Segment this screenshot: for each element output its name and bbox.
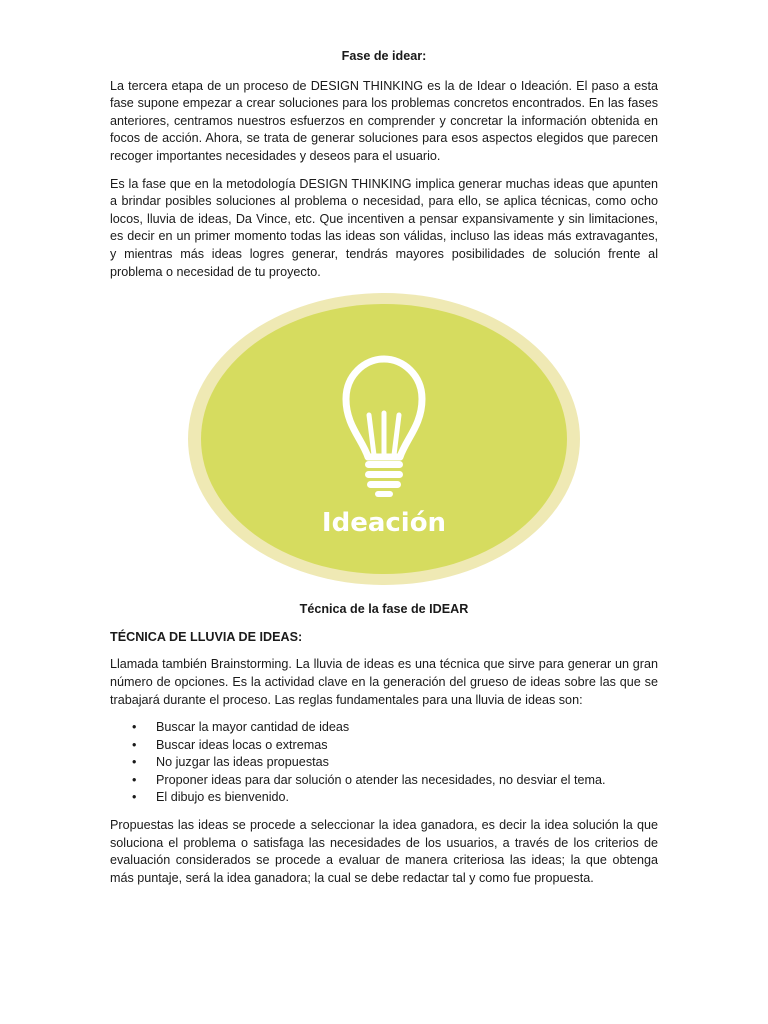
rule-text: No juzgar las ideas propuestas bbox=[156, 755, 329, 770]
rule-text: Buscar ideas locas o extremas bbox=[156, 737, 328, 752]
technique-intro: Llamada también Brainstorming. La lluvia de ideas es una técnica que sirve para generar un gran número de opciones. Es la actividad clave en la generación del grueso de ideas sobre las que se trabajará durante el proceso. Las reglas fundamentales para una lluvia de ideas son: bbox=[110, 657, 658, 707]
section-title: Técnica de la fase de IDEAR bbox=[299, 602, 469, 617]
list-item bbox=[110, 719, 658, 737]
list-item bbox=[110, 737, 658, 755]
rule-text: Proponer ideas para dar solución o atender las necesidades, no desviar el tema. bbox=[156, 772, 606, 787]
bullet-icon: • bbox=[132, 720, 137, 735]
list-item bbox=[110, 772, 658, 790]
technique-heading: TÉCNICA DE LLUVIA DE IDEAS: bbox=[110, 629, 303, 644]
rule-text: El dibujo es bienvenido. bbox=[156, 790, 290, 805]
figure-label: Ideación bbox=[321, 508, 447, 539]
ideacion-illustration bbox=[110, 291, 658, 587]
bullet-icon: • bbox=[132, 772, 137, 787]
bullet-icon: • bbox=[132, 790, 137, 805]
bullet-icon: • bbox=[132, 755, 137, 770]
list-item bbox=[110, 754, 658, 772]
document-page bbox=[110, 48, 658, 897]
page-title: Fase de idear: bbox=[341, 49, 427, 63]
rule-text: Buscar la mayor cantidad de ideas bbox=[156, 720, 350, 735]
bullet-icon: • bbox=[132, 737, 137, 752]
intro-paragraph-1: La tercera etapa de un proceso de DESIGN THINKING es la de Idear o Ideación. El paso a esta fase supone empezar a crear soluciones para los problemas concretos encontrados. En las fases anteriores, centramos nuestros esfuerzos en comprender y concretar la información obtenida en focos de acción. Ahora, se trata de generar soluciones para esos aspectos elegidos que parecen recoger importantes necesidades y deseos para el usuario. bbox=[110, 78, 658, 163]
ideacion-figure bbox=[110, 291, 658, 587]
list-item bbox=[110, 789, 658, 807]
rules-list bbox=[110, 719, 658, 807]
closing-paragraph: Propuestas las ideas se procede a seleccionar la idea ganadora, es decir la idea solución la que soluciona el problema o satisfaga las necesidades de los usuarios, a través de los criterios de evaluación considerados se procede a evaluar de manera criteriosa las ideas; la que obtenga más puntaje, será la idea ganadora; la cual se debe redactar tal y como fue propuesta. bbox=[110, 818, 658, 885]
intro-paragraph-2: Es la fase que en la metodología DESIGN THINKING implica generar muchas ideas que apunten a brindar posibles soluciones al problema o necesidad, para ello, se aplica técnicas, como ocho locos, lluvia de ideas, Da Vince, etc. Que incentiven a pensar expansivamente y sin limitaciones, es decir en un primer momento todas las ideas son válidas, incluso las ideas más extravagantes, y mientras más ideas logres generar, tendrás mayores posibilidades de solución frente al problema o necesidad de tu proyecto. bbox=[110, 176, 658, 279]
